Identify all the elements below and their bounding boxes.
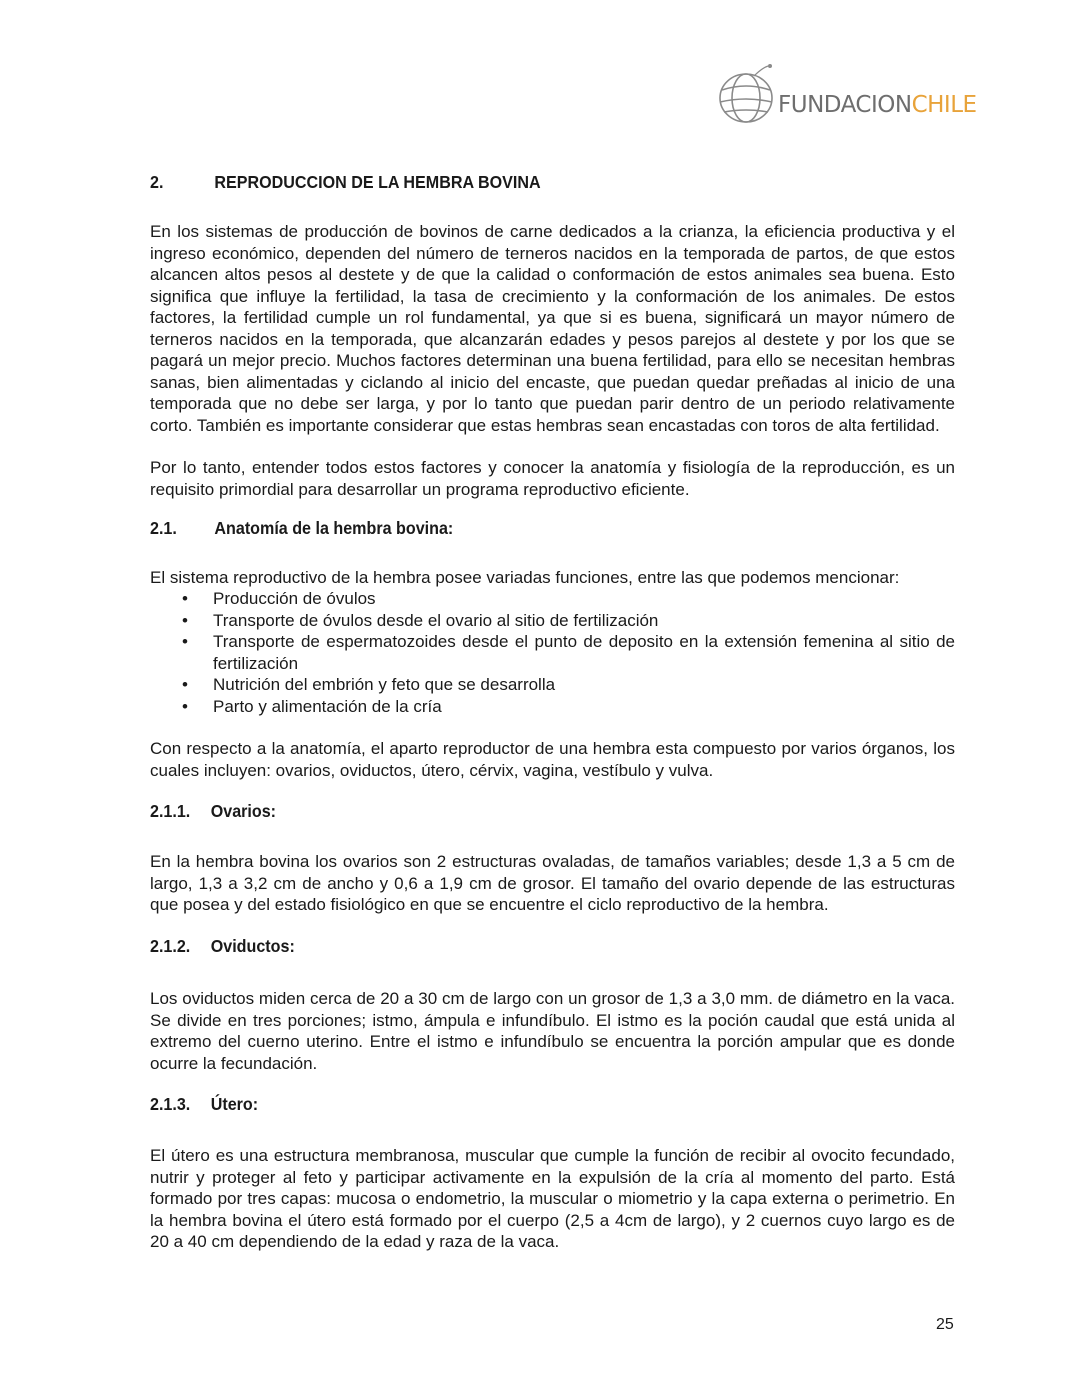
paragraph-utero: El útero es una estructura membranosa, muscular que cumple la función de recibir al ovocito fecundado, nutrir y proteger al feto y participar activamente en la expulsión de la cría al momento del parto. Está formado por tres capas: mucosa o endometrio, la muscular o miometrio y la capa externa o perimetrio. En la hembra bovina el útero está formado por el cuerpo (2,5 a 4cm de largo), y 2 cuernos cuyo largo es de 20 a 40 cm dependiendo de la edad y raza de la vaca. xyxy=(150,1146,955,1251)
section-heading-2-1: 2.1. Anatomía de la hembra bovina: xyxy=(150,518,454,538)
list-item: • Transporte de espermatozoides desde el punto de deposito en la extensión femenina al sitio de fertilización xyxy=(150,631,955,674)
paragraph-oviductos: Los oviductos miden cerca de 20 a 30 cm de largo con un grosor de 1,3 a 3,0 mm. de diámetro en la vaca. Se divide en tres porciones; istmo, ámpula e infundíbulo. El istmo es la poción caudal que está unida al extremo del cuerno uterino. Entre el istmo e infundíbulo se encuentra la porción ampular que es donde ocurre la fecundación. xyxy=(150,989,955,1073)
paragraph-intro-2: Por lo tanto, entender todos estos factores y conocer la anatomía y fisiología de la reproducción, es un requisito primordial para desarrollar un programa reproductivo eficiente. xyxy=(150,458,955,499)
section-heading-2-1-3: 2.1.3. Útero: xyxy=(150,1094,259,1114)
section-heading-2-1-1: 2.1.1. Ovarios: xyxy=(150,801,277,821)
list-item: • Parto y alimentación de la cría xyxy=(150,696,955,718)
fundacion-chile-logo xyxy=(714,62,977,128)
functions-list xyxy=(150,588,955,717)
section-heading-2-1-2: 2.1.2. Oviductos: xyxy=(150,936,295,956)
list-item: • Nutrición del embrión y feto que se desarrolla xyxy=(150,674,955,696)
section-heading-2: 2. REPRODUCCION DE LA HEMBRA BOVINA xyxy=(150,172,541,192)
paragraph-anatomy-lead: El sistema reproductivo de la hembra posee variadas funciones, entre las que podemos mencionar: xyxy=(150,568,900,587)
paragraph-ovarios: En la hembra bovina los ovarios son 2 estructuras ovaladas, de tamaños variables; desde 1,3 a 5 cm de largo, 1,3 a 3,2 cm de ancho y 0,6 a 1,9 cm de grosor. El tamaño del ovario depende de las estructuras que posea y del estado fisiológico en que se encuentre el ciclo reproductivo de la hembra. xyxy=(150,852,955,914)
list-item: • Transporte de óvulos desde el ovario al sitio de fertilización xyxy=(150,610,955,632)
list-item: • Producción de óvulos xyxy=(150,588,955,610)
globe-icon xyxy=(714,62,784,128)
logo-wordmark: FUNDACIONCHILE xyxy=(778,92,977,118)
paragraph-anatomy-organs: Con respecto a la anatomía, el aparto reproductor de una hembra esta compuesto por varios órganos, los cuales incluyen: ovarios, oviductos, útero, cérvix, vagina, vestíbulo y vulva. xyxy=(150,739,955,780)
page-number: 25 xyxy=(936,1316,954,1333)
paragraph-intro: En los sistemas de producción de bovinos de carne dedicados a la crianza, la eficiencia productiva y el ingreso económico, dependen del número de terneros nacidos en la temporada de partos, de que estos alcancen altos pesos al destete y de que la calidad o conformación de estos animales sea buena. Esto significa que influye la fertilidad, la tasa de crecimiento y la conformación de los animales. De estos factores, la fertilidad cumple un rol fundamental, ya que si es buena, significará un mayor número de terneros nacidos en la temporada, que alcanzarán edades y pesos parejos al destete y por los que se pagará un mejor precio. Muchos factores determinan una buena fertilidad, para ello se necesitan hembras sanas, bien alimentadas y ciclando al inicio del encaste, que puedan quedar preñadas al inicio de una temporada que no debe ser larga, y por lo tanto que puedan parir dentro de un periodo relativamente corto. También es importante considerar que estas hembras sean encastadas con toros de alta fertilidad. xyxy=(150,222,955,435)
